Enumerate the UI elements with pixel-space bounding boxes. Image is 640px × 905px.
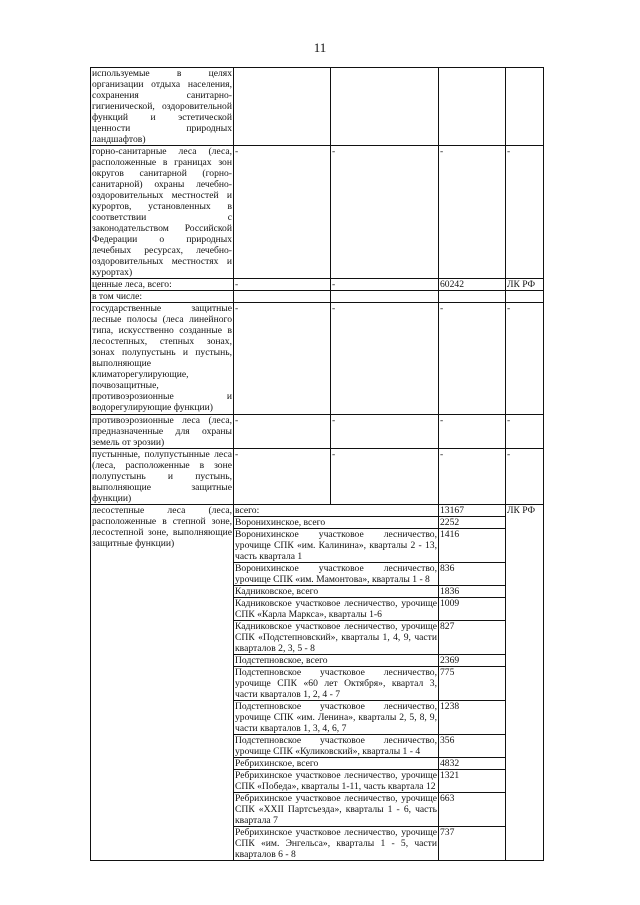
forest-category-cell: противоэрозионные леса (леса, предназначенные для охраны земель от эрозии) — [92, 415, 232, 448]
legal-basis-cell: - — [506, 146, 544, 279]
forest-category-cell: используемые в целях организации отдыха населения, сохранения санитарно-гигиенической, оздоровительной функций и эстетической ценности природных ландшафтов) — [92, 68, 232, 145]
area-cell — [439, 291, 506, 303]
area-cell: 663 — [439, 793, 506, 827]
legal-basis-cell — [506, 291, 544, 303]
legal-basis-cell: - — [506, 303, 544, 415]
area-cell: - — [439, 449, 506, 505]
table-row — [91, 303, 544, 415]
protective-forests-table — [90, 67, 544, 861]
table-row — [91, 505, 544, 517]
table-cell: - — [234, 146, 331, 279]
area-cell: 737 — [439, 827, 506, 861]
location-cell: Кадниковское, всего — [234, 586, 439, 598]
area-cell: 1009 — [439, 598, 506, 621]
area-cell: 60242 — [439, 279, 506, 291]
area-cell: 836 — [439, 563, 506, 586]
legal-basis-cell: ЛК РФ — [506, 279, 544, 291]
table-cell — [234, 291, 331, 303]
forest-category-cell: горно-санитарные леса (леса, расположенные в границах зон округов санитарной (горно-санитарной) охраны лечебно-оздоровительных местностей и курортов, установленных в соответствии с законодательством Российской Федерации о природных лечебных ресурсах, лечебно-оздоровительных местностях и курортах) — [92, 146, 232, 278]
location-cell: Подстепновское, всего — [234, 655, 439, 667]
location-cell: Кадниковское участковое лесничество, урочище СПК «Карла Маркса», кварталы 1-6 — [235, 598, 437, 620]
forest-category-cell: пустынные, полупустынные леса (леса, расположенные в зоне полупустынь и пустынь, выполняющие защитные функции) — [92, 449, 232, 504]
table-cell: - — [234, 449, 331, 505]
forest-category-cell: лесостепные леса (леса, расположенные в степной зоне, лесостепной зоне, выполняющие защитные функции) — [91, 505, 234, 861]
table-row — [91, 449, 544, 505]
area-cell: 356 — [439, 735, 506, 758]
area-cell: 2252 — [439, 517, 506, 529]
location-cell: Ребрихинское участковое лесничество, урочище СПК «XXII Партсъезда», кварталы 1 - 6, часть квартала 7 — [235, 793, 437, 826]
table-cell: - — [234, 279, 331, 291]
table-cell — [234, 68, 331, 146]
table-cell: - — [234, 415, 331, 449]
forest-category-cell: в том числе: — [91, 291, 234, 303]
legal-basis-cell: - — [506, 449, 544, 505]
area-cell: - — [439, 303, 506, 415]
location-cell: Ребрихинское участковое лесничество, урочище СПК «Победа», кварталы 1-11, часть квартала 12 — [235, 770, 437, 792]
table-cell: - — [234, 303, 331, 415]
area-cell: 13167 — [439, 505, 506, 517]
area-cell: 4832 — [439, 758, 506, 770]
location-cell: Подстепновское участковое лесничество, урочище СПК «Куликовский», кварталы 1 - 4 — [235, 735, 437, 757]
area-cell — [439, 68, 506, 146]
table-row — [91, 146, 544, 279]
area-cell: 1416 — [439, 529, 506, 563]
table-row — [91, 415, 544, 449]
table-row — [91, 68, 544, 146]
area-cell: 1238 — [439, 701, 506, 735]
legal-basis-cell — [506, 68, 544, 146]
forest-category-cell: государственные защитные лесные полосы (леса линейного типа, искусственно созданные в лесостепных, степных зонах, зонах полупустынь и пустынь, выполняющие климаторегулирующие, почвозащитные, противоэрозионные и водорегулирующие функции) — [92, 303, 232, 413]
table-row — [91, 291, 544, 303]
table-cell: - — [331, 146, 439, 279]
location-cell: всего: — [234, 505, 439, 517]
location-cell: Ребрихинское участковое лесничество, урочище СПК «им. Энгельса», кварталы 1 - 5, части кварталов 6 - 8 — [235, 827, 437, 860]
table-row — [91, 279, 544, 291]
area-cell: 775 — [439, 667, 506, 701]
area-cell: - — [439, 415, 506, 449]
page-number: 11 — [313, 40, 327, 55]
table-cell: - — [331, 279, 439, 291]
table-cell: - — [331, 415, 439, 449]
location-cell: Ребрихинское, всего — [234, 758, 439, 770]
table-cell: - — [331, 303, 439, 415]
area-cell: 1321 — [439, 770, 506, 793]
location-cell: Воронихинское, всего — [234, 517, 439, 529]
location-cell: Кадниковское участковое лесничество, урочище СПК «Подстепновский», кварталы 1, 4, 9, части кварталов 2, 3, 5 - 8 — [235, 621, 437, 654]
table-cell: - — [331, 449, 439, 505]
area-cell: 1836 — [439, 586, 506, 598]
area-cell: - — [439, 146, 506, 279]
location-cell: Подстепновское участковое лесничество, урочище СПК «60 лет Октября», квартал 3, части кварталов 1, 2, 4 - 7 — [235, 667, 437, 700]
table-cell — [331, 291, 439, 303]
forest-category-cell: ценные леса, всего: — [91, 279, 234, 291]
area-cell: 827 — [439, 621, 506, 655]
table-cell — [331, 68, 439, 146]
location-cell: Воронихинское участковое лесничество, урочище СПК «им. Мамонтова», кварталы 1 - 8 — [235, 563, 437, 585]
area-cell: 2369 — [439, 655, 506, 667]
location-cell: Подстепновское участковое лесничество, урочище СПК «им. Ленина», кварталы 2, 5, 8, 9, части кварталов 1, 3, 4, 6, 7 — [235, 701, 437, 734]
legal-basis-cell: ЛК РФ — [506, 505, 544, 861]
legal-basis-cell: - — [506, 415, 544, 449]
location-cell: Воронихинское участковое лесничество, урочище СПК «им. Калинина», кварталы 2 - 13, часть квартала 1 — [235, 529, 437, 562]
